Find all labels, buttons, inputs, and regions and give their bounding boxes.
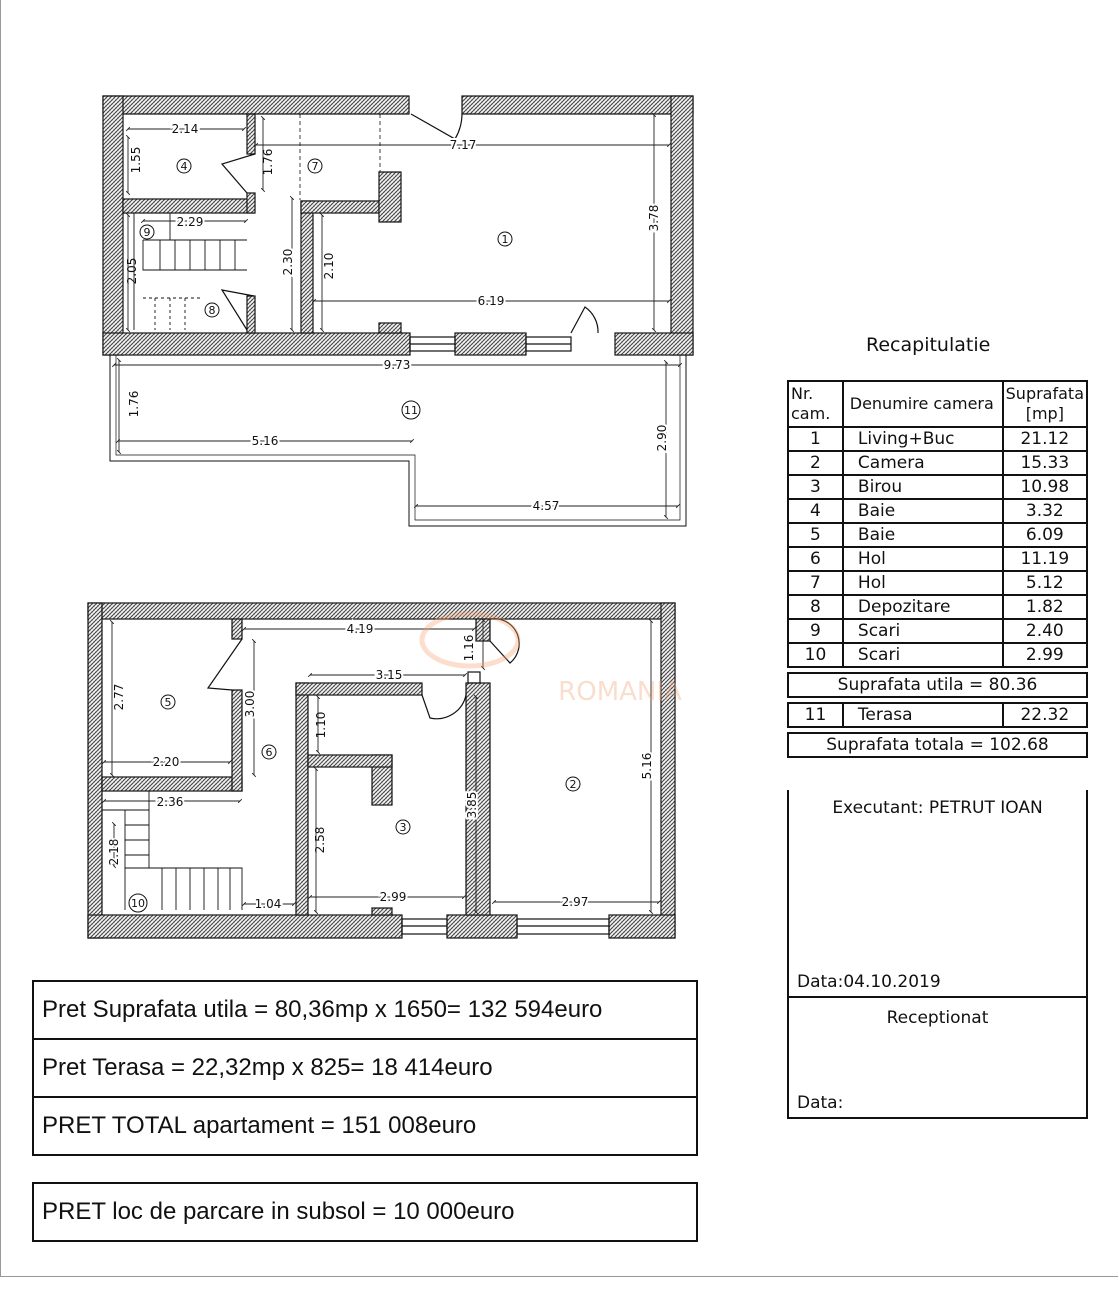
row-area: 22.32 — [1003, 703, 1087, 727]
dim-label: 3.85 — [465, 791, 479, 819]
header-name: Denumire camera — [843, 381, 1003, 427]
table-row — [788, 643, 1087, 667]
row-name: Baie — [843, 499, 1003, 523]
dim-label: 4.57 — [532, 499, 560, 513]
room-number: 3 — [399, 821, 407, 834]
header-nr: Nr. cam. — [788, 381, 843, 427]
dim-label: 1.04 — [254, 897, 282, 911]
row-name: Terasa — [843, 703, 1003, 727]
dim-label: 2.18 — [107, 838, 121, 866]
dim-label: 2.05 — [125, 257, 139, 285]
row-area: 21.12 — [1003, 427, 1087, 451]
row-nr: 8 — [788, 595, 843, 619]
dim-label: 2.99 — [379, 890, 407, 904]
row-nr: 9 — [788, 619, 843, 643]
row-nr: 5 — [788, 523, 843, 547]
row-nr: 6 — [788, 547, 843, 571]
room-number: 1 — [501, 233, 509, 246]
room-number: 7 — [311, 160, 319, 173]
row-area: 2.40 — [1003, 619, 1087, 643]
row-nr: 2 — [788, 451, 843, 475]
dim-label: 2.10 — [322, 252, 336, 280]
row-name: Scari — [843, 619, 1003, 643]
table-row — [788, 427, 1087, 451]
useful-total-row — [788, 673, 1087, 697]
room-number: 2 — [569, 778, 577, 791]
table-row — [788, 571, 1087, 595]
row-name: Camera — [843, 451, 1003, 475]
parking-price-box — [32, 1182, 698, 1242]
price-total: PRET TOTAL apartament = 151 008euro — [42, 1112, 477, 1139]
dim-label: 1.55 — [129, 146, 143, 174]
dim-label: 2.20 — [152, 755, 180, 769]
row-area: 2.99 — [1003, 643, 1087, 667]
room-number: 9 — [143, 226, 151, 239]
dim-label: 1.16 — [462, 634, 476, 662]
executant-box — [787, 790, 1088, 998]
row-name: Hol — [843, 571, 1003, 595]
dim-label: 3.00 — [243, 690, 257, 718]
dim-label: 2.58 — [313, 826, 327, 854]
watermark — [422, 614, 682, 707]
grand-total-row — [788, 733, 1087, 757]
table-row — [788, 475, 1087, 499]
row-area: 1.82 — [1003, 595, 1087, 619]
dim-label: 9.73 — [383, 358, 411, 372]
lower-floor-plan — [88, 603, 682, 938]
dim-label: 2.14 — [171, 122, 199, 136]
dim-label: 3.78 — [647, 204, 661, 232]
dim-label: 2.29 — [176, 215, 204, 229]
row-area: 10.98 — [1003, 475, 1087, 499]
row-area: 6.09 — [1003, 523, 1087, 547]
price-useful: Pret Suprafata utila = 80,36mp x 1650= 132 594euro — [34, 982, 696, 1040]
dim-label: 4.19 — [346, 622, 374, 636]
price-parking: PRET loc de parcare in subsol = 10 000euro — [42, 1198, 515, 1225]
room-number: 10 — [131, 897, 145, 910]
dim-label: 1.76 — [261, 148, 275, 176]
dim-label: 3.15 — [375, 668, 403, 682]
received-date: Data: — [797, 1093, 844, 1113]
row-name: Baie — [843, 523, 1003, 547]
grand-total: Suprafata totala = 102.68 — [788, 733, 1087, 757]
row-area: 3.32 — [1003, 499, 1087, 523]
dim-label: 2.30 — [281, 248, 295, 276]
dim-label: 1.76 — [127, 390, 141, 418]
row-nr: 11 — [788, 703, 843, 727]
room-number: 8 — [208, 304, 216, 317]
executant-date: Data:04.10.2019 — [797, 972, 941, 992]
table-row — [788, 595, 1087, 619]
recap-title: Recapitulatie — [866, 334, 991, 356]
row-name: Scari — [843, 643, 1003, 667]
executant-name: Executant: PETRUT IOAN — [832, 798, 1043, 818]
lower-room-markers — [129, 695, 580, 912]
row-name: Hol — [843, 547, 1003, 571]
recap-table — [787, 380, 1088, 758]
useful-total: Suprafata utila = 80.36 — [788, 673, 1087, 697]
header-area: Suprafata [mp] — [1003, 381, 1087, 427]
dim-label: 5.16 — [251, 434, 279, 448]
dim-label: 7.17 — [449, 138, 477, 152]
price-terrace: Pret Terasa = 22,32mp x 825= 18 414euro — [34, 1040, 696, 1098]
row-name: Living+Buc — [843, 427, 1003, 451]
row-nr: 4 — [788, 499, 843, 523]
row-name: Birou — [843, 475, 1003, 499]
upper-floor-plan — [103, 96, 693, 526]
price-summary — [32, 980, 698, 1156]
dim-label: 2.36 — [156, 795, 184, 809]
room-number: 5 — [164, 696, 172, 709]
upper-room-markers — [140, 159, 512, 419]
received-box — [787, 996, 1088, 1119]
dim-label: 5.16 — [640, 752, 654, 780]
table-row — [788, 703, 1087, 727]
terrace-outline — [110, 355, 686, 526]
table-row — [788, 547, 1087, 571]
row-nr: 3 — [788, 475, 843, 499]
dim-label: 2.90 — [655, 424, 669, 452]
dim-label: 2.77 — [112, 683, 126, 711]
table-row — [788, 523, 1087, 547]
upper-stairs — [134, 213, 247, 330]
table-row — [788, 619, 1087, 643]
received-title: Receptionat — [886, 1008, 989, 1028]
row-name: Depozitare — [843, 595, 1003, 619]
watermark-text: ROMANIA — [558, 677, 682, 707]
row-area: 11.19 — [1003, 547, 1087, 571]
row-area: 15.33 — [1003, 451, 1087, 475]
row-nr: 1 — [788, 427, 843, 451]
table-row — [788, 451, 1087, 475]
room-number: 4 — [180, 160, 188, 173]
dim-label: 6.19 — [477, 294, 505, 308]
room-number: 6 — [265, 746, 273, 759]
room-number: 11 — [404, 404, 418, 417]
row-area: 5.12 — [1003, 571, 1087, 595]
dim-label: 2.97 — [561, 895, 589, 909]
row-nr: 10 — [788, 643, 843, 667]
dim-label: 1.10 — [314, 711, 328, 739]
table-row — [788, 499, 1087, 523]
row-nr: 7 — [788, 571, 843, 595]
